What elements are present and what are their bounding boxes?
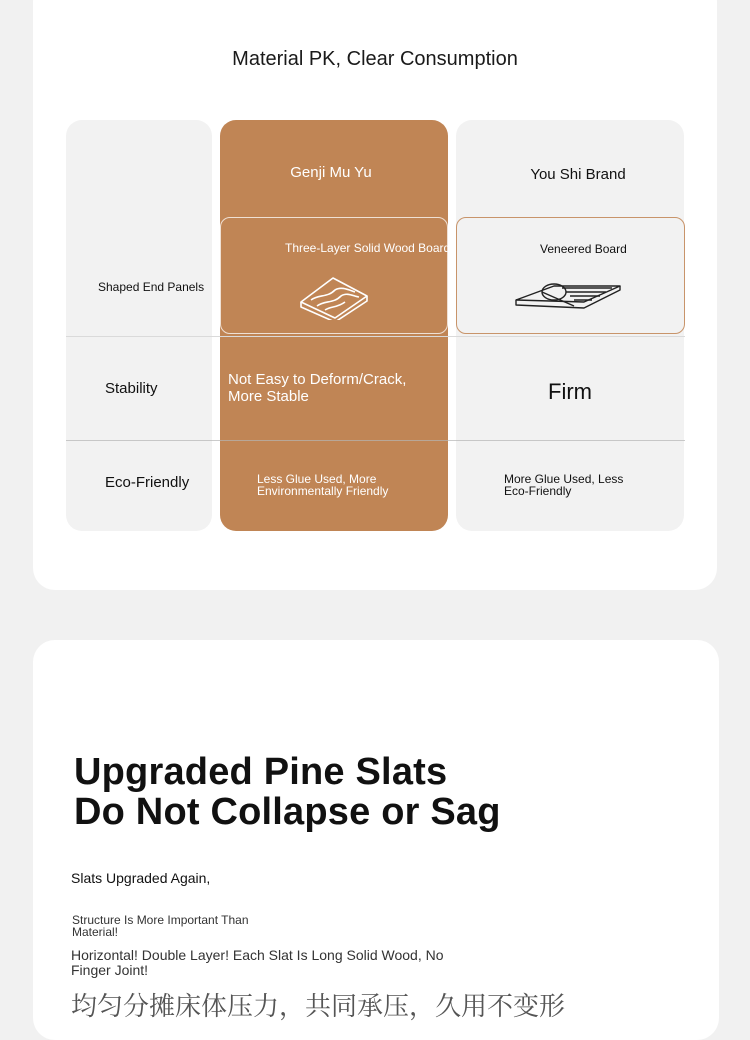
slats-card: [33, 640, 719, 1040]
row-divider: [66, 336, 685, 337]
slats-chinese-text: 均匀分摊床体压力，共同承压，久用不变形: [71, 991, 566, 1021]
stability-right-text: Firm: [548, 379, 592, 404]
row-label-panels: Shaped End Panels: [98, 280, 205, 294]
brand-mid-heading: Genji Mu Yu: [290, 164, 372, 181]
comparison-title: Material PK, Clear Consumption: [232, 48, 518, 70]
slats-title-line2: Do Not Collapse or Sag: [74, 791, 501, 833]
slats-note: Structure Is More Important Than Material!: [72, 913, 249, 939]
row-label-eco: Eco-Friendly: [105, 474, 190, 491]
slats-description: Horizontal! Double Layer! Each Slat Is Long Solid Wood, No Finger Joint!: [71, 947, 444, 978]
panel-mid-text: Three-Layer Solid Wood Board: [285, 241, 451, 255]
label-column: [66, 120, 212, 531]
eco-mid-text: Less Glue Used, More Environmentally Friendly: [257, 472, 389, 498]
panel-right-text: Veneered Board: [540, 242, 627, 256]
veneer-roll-icon: [514, 278, 624, 314]
row-divider: [66, 440, 685, 441]
stability-mid-text: Not Easy to Deform/Crack, More Stable: [228, 371, 407, 405]
brand-right-heading: You Shi Brand: [530, 166, 626, 183]
panel-box-right: [456, 217, 685, 334]
eco-right-text: More Glue Used, Less Eco-Friendly: [504, 472, 624, 498]
slats-title-line1: Upgraded Pine Slats: [74, 751, 448, 793]
slats-subtitle: Slats Upgraded Again,: [71, 870, 211, 886]
wood-board-icon: [297, 272, 369, 320]
slats-title: [74, 752, 501, 832]
row-label-stability: Stability: [105, 380, 158, 397]
